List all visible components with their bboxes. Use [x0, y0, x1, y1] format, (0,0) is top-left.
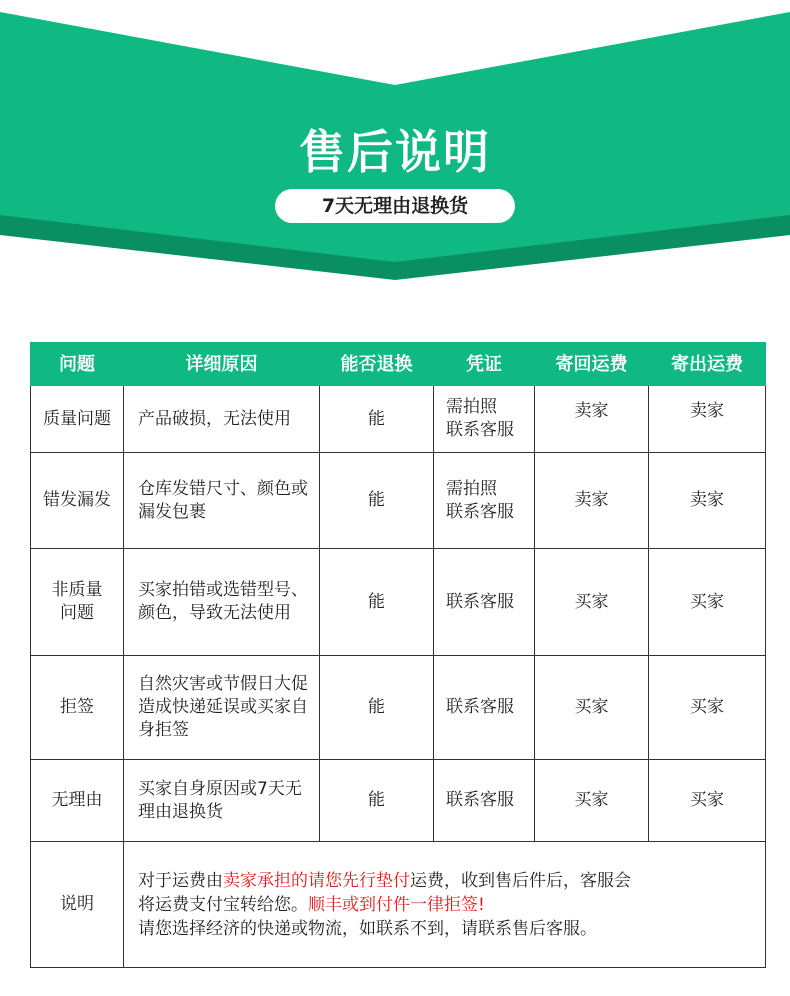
send-fee-cell: 卖家 [649, 386, 766, 453]
proof-cell [434, 760, 535, 842]
header-returnable: 能否退换 [320, 343, 434, 386]
header-send-fee: 寄出运费 [649, 343, 766, 386]
proof-cell [434, 386, 535, 453]
note-text: 对于运费由 [138, 870, 223, 891]
reason-cell: 仓库发错尺寸、颜色或漏发包裹 [124, 453, 320, 549]
note-cell [124, 842, 766, 968]
proof-cell [434, 656, 535, 760]
after-sales-table [30, 342, 766, 968]
page-title: 售后说明 [299, 125, 491, 179]
returnable-cell: 能 [320, 453, 434, 549]
issue-cell [31, 549, 124, 656]
issue-text: 错发漏发 [43, 490, 111, 510]
table-header-row [31, 343, 766, 386]
header-proof: 凭证 [434, 343, 535, 386]
return-fee-cell: 卖家 [535, 453, 649, 549]
reason-cell: 自然灾害或节假日大促造成快递延误或买家自身拒签 [124, 656, 320, 760]
subtitle-badge: 7天无理由退换货 [275, 189, 515, 223]
table-row [31, 386, 766, 453]
table-row [31, 549, 766, 656]
header-banner [0, 0, 790, 300]
issue-cell [31, 760, 124, 842]
return-fee-cell: 买家 [535, 760, 649, 842]
note-line-2 [138, 893, 761, 917]
send-fee-cell: 买家 [649, 760, 766, 842]
returnable-cell: 能 [320, 760, 434, 842]
note-text: 运费，收到售后件后，客服会 [410, 870, 631, 891]
note-line-1 [138, 869, 761, 893]
proof-line: 联系客服 [446, 420, 514, 440]
proof-cell [434, 453, 535, 549]
note-warning: 顺丰或到付件一律拒签! [308, 894, 485, 915]
return-fee-cell: 买家 [535, 549, 649, 656]
proof-line: 联系客服 [446, 591, 514, 612]
issue-cell [31, 386, 124, 453]
issue-text: 拒签 [60, 697, 94, 717]
note-label-cell: 说明 [31, 842, 124, 968]
issue-cell [31, 656, 124, 760]
return-fee-cell: 卖家 [535, 386, 649, 453]
reason-cell: 买家拍错或选错型号、颜色，导致无法使用 [124, 549, 320, 656]
returnable-cell: 能 [320, 656, 434, 760]
returnable-cell: 能 [320, 386, 434, 453]
proof-line: 联系客服 [446, 501, 514, 522]
issue-text: 无理由 [51, 790, 103, 810]
note-highlight: 卖家承担的请您先行垫付 [223, 870, 410, 891]
header-reason: 详细原因 [124, 343, 320, 386]
issue-cell [31, 453, 124, 549]
send-fee-cell: 买家 [649, 656, 766, 760]
send-fee-cell: 卖家 [649, 453, 766, 549]
issue-text: 问题 [60, 603, 94, 623]
return-fee-cell: 买家 [535, 656, 649, 760]
reason-cell: 买家自身原因或7天无理由退换货 [124, 760, 320, 842]
issue-text: 质量问题 [43, 408, 111, 429]
table-row [31, 760, 766, 842]
proof-cell [434, 549, 535, 656]
proof-line: 需拍照 [446, 478, 497, 499]
header-return-fee: 寄回运费 [535, 343, 649, 386]
note-text: 将运费支付宝转给您。 [138, 894, 308, 915]
reason-cell: 产品破损，无法使用 [124, 386, 320, 453]
table-row [31, 453, 766, 549]
send-fee-cell: 买家 [649, 549, 766, 656]
proof-line: 需拍照 [446, 397, 497, 417]
table-row [31, 656, 766, 760]
returnable-cell: 能 [320, 549, 434, 656]
header-issue: 问题 [31, 343, 124, 386]
proof-line: 联系客服 [446, 790, 514, 810]
proof-line: 联系客服 [446, 697, 514, 717]
issue-text: 非质量 [51, 580, 103, 600]
note-row [31, 842, 766, 968]
note-line-3: 请您选择经济的快递或物流，如联系不到，请联系售后客服。 [138, 918, 597, 939]
